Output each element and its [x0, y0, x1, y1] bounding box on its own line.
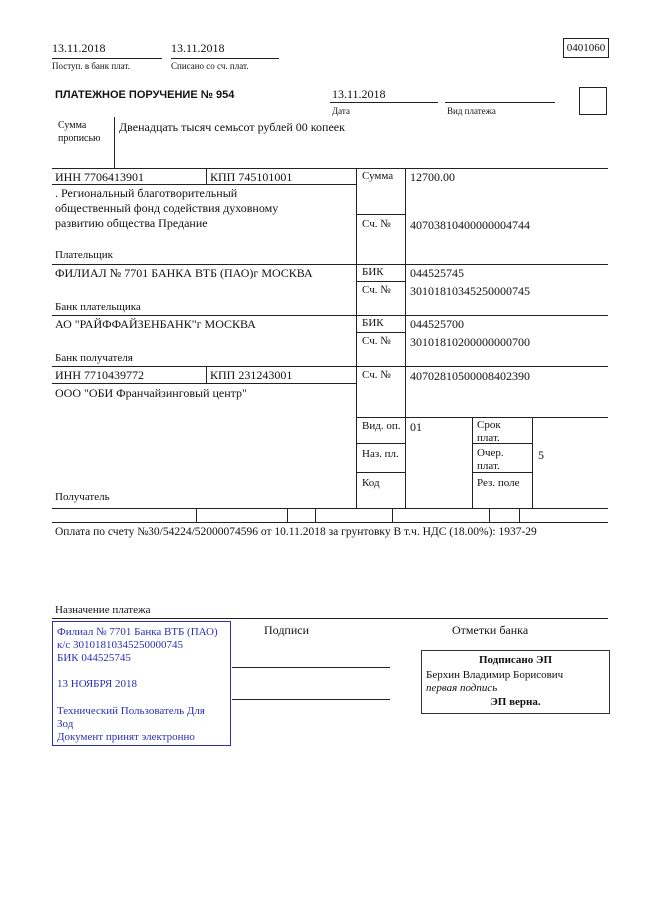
recipient-bik-label: БИК [362, 317, 384, 329]
signed-label: Подписано ЭП [478, 654, 553, 666]
priority-label: Очер. [477, 447, 504, 459]
divider [114, 117, 115, 168]
priority-value: 5 [538, 448, 544, 462]
divider [196, 508, 197, 522]
stamp-date: 13 НОЯБРЯ 2018 [57, 678, 138, 690]
divider [52, 618, 608, 619]
signature-role: первая подпись [426, 682, 498, 694]
divider [206, 366, 207, 383]
divider [472, 417, 473, 508]
recipient-label: Получатель [55, 491, 110, 503]
payer-bik-label: БИК [362, 266, 384, 278]
received-label: Поступ. в банк плат. [52, 61, 130, 71]
pay-term-label: Срок [477, 419, 501, 431]
divider [52, 315, 608, 316]
form-code: 0401060 [563, 38, 609, 58]
divider [52, 58, 162, 59]
document-date: 13.11.2018 [332, 87, 386, 101]
stamp-bik: БИК 044525745 [57, 652, 131, 664]
payer-account-label: Сч. № [362, 218, 391, 230]
payer-label: Плательщик [55, 249, 113, 261]
recipient-bank-account: 30101810200000000700 [410, 335, 530, 349]
payer-name: развитию общества Предание [55, 216, 208, 230]
recipient-bank-account-label: Сч. № [362, 335, 391, 347]
signature-line [232, 699, 390, 700]
payer-bank-account-label: Сч. № [362, 284, 391, 296]
divider [472, 472, 532, 473]
received-date: 13.11.2018 [52, 41, 106, 55]
divider [405, 168, 406, 508]
stamp-user: Технический Пользователь Для [57, 705, 205, 717]
date-label: Дата [332, 106, 350, 116]
debited-date: 13.11.2018 [171, 41, 225, 55]
op-type-label: Вид. оп. [362, 420, 401, 432]
divider [171, 58, 279, 59]
divider [445, 102, 555, 103]
signatures-label: Подписи [264, 623, 310, 637]
bank-stamp [52, 621, 231, 746]
stamp-account: к/с 30101810345250000745 [57, 639, 184, 651]
payment-type-label: Вид платежа [447, 106, 496, 116]
pay-term-label: плат. [477, 432, 500, 444]
divider [52, 522, 608, 523]
purpose-label: Назначение платежа [55, 604, 151, 616]
document-title: ПЛАТЕЖНОЕ ПОРУЧЕНИЕ № 954 [55, 89, 235, 101]
amount-words: Двенадцать тысяч семьсот рублей 00 копеек [119, 120, 345, 134]
payer-kpp: КПП 745101001 [210, 170, 293, 184]
debited-label: Списано со сч. плат. [171, 61, 249, 71]
recipient-bank-label: Банк получателя [55, 352, 133, 364]
divider [356, 472, 405, 473]
divider [532, 417, 533, 508]
op-type-value: 01 [410, 420, 422, 434]
payer-bank-account: 30101810345250000745 [410, 284, 530, 298]
stamp-user: Зод [57, 718, 74, 730]
divider [315, 508, 316, 522]
divider [52, 366, 608, 367]
divider [52, 264, 608, 265]
divider [489, 508, 490, 522]
bank-marks-label: Отметки банка [452, 623, 529, 637]
recipient-account-label: Сч. № [362, 369, 391, 381]
payment-type-box [579, 87, 607, 115]
code-label: Код [362, 477, 380, 489]
sum-label: Сумма [362, 170, 394, 182]
payer-inn: ИНН 7706413901 [55, 170, 144, 184]
priority-label: плат. [477, 460, 500, 472]
e-signature-box [421, 650, 610, 714]
recipient-account: 40702810500008402390 [410, 369, 530, 383]
recipient-bank-name: АО "РАЙФФАЙЗЕНБАНК"г МОСКВА [55, 317, 256, 331]
divider [519, 508, 520, 522]
payment-purpose: Оплата по счету №30/54224/52000074596 от 10.11.2018 за грунтовку В т.ч. НДС (18.00%): 1937-29 [55, 526, 537, 538]
amount-words-label: Сумма [58, 120, 87, 131]
divider [52, 168, 608, 169]
divider [356, 332, 405, 333]
reserve-label: Рез. поле [477, 477, 520, 489]
purpose-code-label: Наз. пл. [362, 448, 399, 460]
payer-bank-name: ФИЛИАЛ № 7701 БАНКА ВТБ (ПАО)г МОСКВА [55, 266, 313, 280]
signature-line [232, 667, 390, 668]
stamp-note: Документ принят электронно [57, 731, 195, 743]
divider [392, 508, 393, 522]
divider [356, 417, 608, 418]
recipient-inn: ИНН 7710439772 [55, 368, 144, 382]
recipient-kpp: КПП 231243001 [210, 368, 293, 382]
payer-account: 40703810400000004744 [410, 218, 530, 232]
divider [52, 383, 356, 384]
signer-name: Берхин Владимир Борисович [426, 669, 564, 681]
stamp-bank: Филиал № 7701 Банка ВТБ (ПАО) [57, 626, 218, 638]
payer-name: общественный фонд содействия духовному [55, 201, 279, 215]
amount-words-label: прописью [58, 133, 101, 144]
sum-value: 12700.00 [410, 170, 455, 184]
divider [356, 443, 405, 444]
divider [330, 102, 438, 103]
verified-label: ЭП верна. [490, 696, 541, 708]
payer-name: . Региональный благотворительный [55, 186, 238, 200]
divider [356, 168, 357, 508]
divider [356, 214, 405, 215]
divider [52, 508, 608, 509]
payer-bank-label: Банк плательщика [55, 301, 141, 313]
divider [206, 168, 207, 184]
recipient-name: ООО "ОБИ Франчайзинговый центр" [55, 386, 247, 400]
divider [356, 281, 405, 282]
recipient-bik: 044525700 [410, 317, 464, 331]
payer-bik: 044525745 [410, 266, 464, 280]
divider [287, 508, 288, 522]
